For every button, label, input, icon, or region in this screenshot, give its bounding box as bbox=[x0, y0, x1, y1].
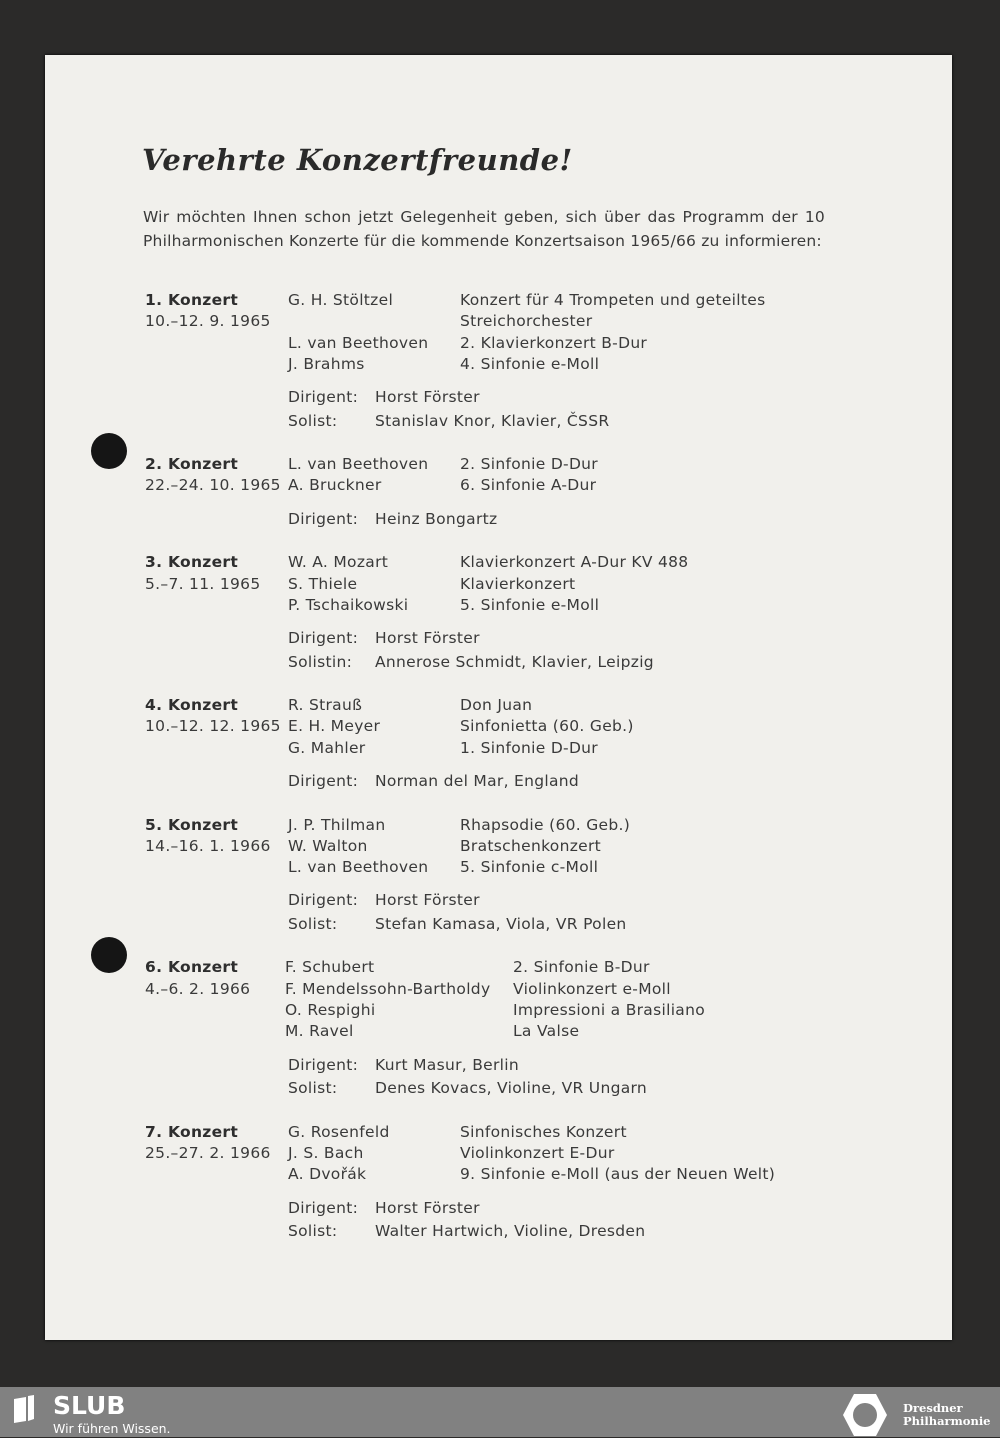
credit-value: Kurt Masur, Berlin bbox=[375, 1055, 519, 1074]
credit-value: Horst Förster bbox=[375, 629, 480, 648]
composer: L. van Beethoven bbox=[288, 858, 429, 877]
concert-date: 4.–6. 2. 1966 bbox=[145, 979, 251, 998]
work: 9. Sinfonie e-Moll (aus der Neuen Welt) bbox=[460, 1165, 776, 1184]
work: Sinfonisches Konzert bbox=[460, 1122, 627, 1141]
credit-role: Solist: bbox=[288, 1222, 338, 1241]
concert-entry bbox=[145, 957, 845, 1100]
program-grid bbox=[145, 552, 845, 616]
composer: L. van Beethoven bbox=[288, 333, 429, 352]
empty-cell bbox=[145, 1000, 285, 1021]
work: 2. Sinfonie D-Dur bbox=[460, 455, 598, 474]
credit-role: Dirigent: bbox=[288, 1198, 359, 1217]
concert-entry bbox=[145, 454, 845, 531]
credit-value: Walter Hartwich, Violine, Dresden bbox=[375, 1222, 646, 1241]
composer: J. S. Bach bbox=[288, 1143, 364, 1162]
credit-value: Norman del Mar, England bbox=[375, 772, 580, 791]
work: 5. Sinfonie c-Moll bbox=[460, 858, 599, 877]
credit-row bbox=[288, 913, 845, 937]
credit-role: Solist: bbox=[288, 411, 338, 430]
credit-row bbox=[288, 651, 845, 675]
composer: G. Rosenfeld bbox=[288, 1122, 390, 1141]
credit-role: Solistin: bbox=[288, 652, 353, 671]
concert-entry bbox=[145, 815, 845, 937]
composer: E. H. Meyer bbox=[288, 717, 381, 736]
composer: W. A. Mozart bbox=[288, 553, 389, 572]
credits bbox=[288, 1054, 845, 1101]
concert-entry bbox=[145, 695, 845, 793]
work: Sinfonietta (60. Geb.) bbox=[460, 717, 634, 736]
partner-line-2: Philharmonie bbox=[903, 1414, 991, 1428]
work: Klavierkonzert A-Dur KV 488 bbox=[460, 553, 689, 572]
program-grid bbox=[145, 454, 845, 497]
credit-row bbox=[288, 1077, 845, 1101]
composer: J. P. Thilman bbox=[288, 815, 386, 834]
empty-cell bbox=[145, 354, 288, 375]
work: 1. Sinfonie D-Dur bbox=[460, 738, 598, 757]
work: 5. Sinfonie e-Moll bbox=[460, 595, 600, 614]
empty-cell bbox=[145, 1164, 288, 1185]
concert-label: 7. Konzert bbox=[145, 1122, 239, 1141]
concert-date: 22.–24. 10. 1965 bbox=[145, 476, 281, 495]
credit-role: Dirigent: bbox=[288, 388, 359, 407]
credit-value: Heinz Bongartz bbox=[375, 509, 498, 528]
credit-value: Horst Förster bbox=[375, 388, 480, 407]
composer: G. H. Stöltzel bbox=[288, 291, 394, 309]
intro-text: Wir möchten Ihnen schon jetzt Gelegenheit geben, sich über das Programm der 10 Philharmonischen Konzerte für die kommende Konzertsaison 1965/66 zu informieren: bbox=[143, 208, 825, 250]
slub-book-icon bbox=[12, 1395, 36, 1423]
work: La Valse bbox=[513, 1022, 580, 1041]
composer: R. Strauß bbox=[288, 696, 363, 715]
philharmonie-logo[interactable] bbox=[903, 1402, 991, 1428]
work: Konzert für 4 Trompeten und geteiltes bbox=[460, 291, 766, 309]
concert-label: 5. Konzert bbox=[145, 815, 239, 834]
composer bbox=[288, 311, 460, 332]
empty-cell bbox=[145, 595, 288, 616]
composer: G. Mahler bbox=[288, 738, 366, 757]
program-grid bbox=[145, 957, 845, 1042]
credits bbox=[288, 1197, 845, 1244]
work: Bratschenkonzert bbox=[460, 836, 602, 855]
composer: S. Thiele bbox=[288, 574, 358, 593]
credit-value: Stanislav Knor, Klavier, ČSSR bbox=[375, 411, 610, 430]
concert-label: 4. Konzert bbox=[145, 696, 239, 715]
work: Violinkonzert E-Dur bbox=[460, 1143, 615, 1162]
empty-cell bbox=[145, 738, 288, 759]
empty-cell bbox=[145, 857, 288, 878]
credit-role: Dirigent: bbox=[288, 891, 359, 910]
work: Klavierkonzert bbox=[460, 574, 576, 593]
credits bbox=[288, 889, 845, 936]
composer: A. Dvořák bbox=[288, 1165, 367, 1184]
concert-date: 25.–27. 2. 1966 bbox=[145, 1143, 271, 1162]
credit-role: Dirigent: bbox=[288, 772, 359, 791]
work: 6. Sinfonie A-Dur bbox=[460, 476, 597, 495]
credit-value: Stefan Kamasa, Viola, VR Polen bbox=[375, 914, 627, 933]
work: Rhapsodie (60. Geb.) bbox=[460, 815, 631, 834]
credit-row bbox=[288, 410, 845, 434]
credit-row bbox=[288, 386, 845, 410]
credit-row bbox=[288, 1220, 845, 1244]
empty-cell bbox=[145, 1021, 285, 1042]
credit-row bbox=[288, 1054, 845, 1078]
composer: L. van Beethoven bbox=[288, 455, 429, 474]
work: 2. Sinfonie B-Dur bbox=[513, 958, 650, 977]
credit-value: Horst Förster bbox=[375, 891, 480, 910]
work: 4. Sinfonie e-Moll bbox=[460, 354, 600, 373]
credits bbox=[288, 627, 845, 674]
slub-tagline: Wir führen Wissen. bbox=[53, 1421, 171, 1436]
work: Violinkonzert e-Moll bbox=[513, 979, 671, 998]
concert-label: 2. Konzert bbox=[145, 455, 239, 474]
footer-bar bbox=[0, 1387, 1000, 1437]
credit-role: Solist: bbox=[288, 1079, 338, 1098]
punch-hole bbox=[91, 937, 127, 973]
concert-date: 5.–7. 11. 1965 bbox=[145, 574, 261, 593]
concert-label: 3. Konzert bbox=[145, 553, 239, 572]
concert-entry bbox=[145, 1122, 845, 1244]
philharmonie-logo-icon bbox=[842, 1392, 888, 1438]
composer: F. Schubert bbox=[285, 958, 375, 977]
program-grid bbox=[145, 290, 845, 375]
credit-role: Dirigent: bbox=[288, 509, 359, 528]
credit-value: Denes Kovacs, Violine, VR Ungarn bbox=[375, 1079, 648, 1098]
credit-value: Annerose Schmidt, Klavier, Leipzig bbox=[375, 652, 654, 671]
program-grid bbox=[145, 695, 845, 759]
concert-entry bbox=[145, 552, 845, 674]
concert-date: 10.–12. 9. 1965 bbox=[145, 312, 271, 331]
work: Don Juan bbox=[460, 696, 533, 715]
credit-row bbox=[288, 508, 845, 532]
credit-row bbox=[288, 1197, 845, 1221]
empty-cell bbox=[145, 333, 288, 354]
concert-date: 14.–16. 1. 1966 bbox=[145, 836, 271, 855]
composer: J. Brahms bbox=[288, 354, 365, 373]
composer: O. Respighi bbox=[285, 1001, 376, 1020]
credits bbox=[288, 770, 845, 794]
credit-value: Horst Förster bbox=[375, 1198, 480, 1217]
concert-label: 1. Konzert bbox=[145, 291, 239, 309]
composer: P. Tschaikowski bbox=[288, 595, 409, 614]
credits bbox=[288, 508, 845, 532]
credit-role: Solist: bbox=[288, 914, 338, 933]
work: 2. Klavierkonzert B-Dur bbox=[460, 333, 648, 352]
work: Impressioni a Brasiliano bbox=[513, 1001, 706, 1020]
credit-row bbox=[288, 627, 845, 651]
work: Streichorchester bbox=[460, 312, 593, 331]
program-grid bbox=[145, 815, 845, 879]
program-grid bbox=[145, 1122, 845, 1186]
composer: M. Ravel bbox=[285, 1022, 354, 1041]
composer: A. Bruckner bbox=[288, 476, 382, 495]
partner-line-1: Dresdner bbox=[903, 1401, 963, 1415]
concert-list bbox=[145, 290, 845, 1265]
concert-label: 6. Konzert bbox=[145, 958, 239, 977]
concert-entry bbox=[145, 290, 845, 433]
credit-role: Dirigent: bbox=[288, 1055, 359, 1074]
credit-row bbox=[288, 770, 845, 794]
credit-row bbox=[288, 889, 845, 913]
slub-logo[interactable]: SLUB bbox=[53, 1391, 126, 1420]
page-title: Verehrte Konzertfreunde! bbox=[142, 143, 573, 177]
concert-date: 10.–12. 12. 1965 bbox=[145, 717, 281, 736]
composer: F. Mendelssohn-Bartholdy bbox=[285, 979, 491, 998]
composer: W. Walton bbox=[288, 836, 368, 855]
credit-role: Dirigent: bbox=[288, 629, 359, 648]
credits bbox=[288, 386, 845, 433]
punch-hole bbox=[91, 433, 127, 469]
